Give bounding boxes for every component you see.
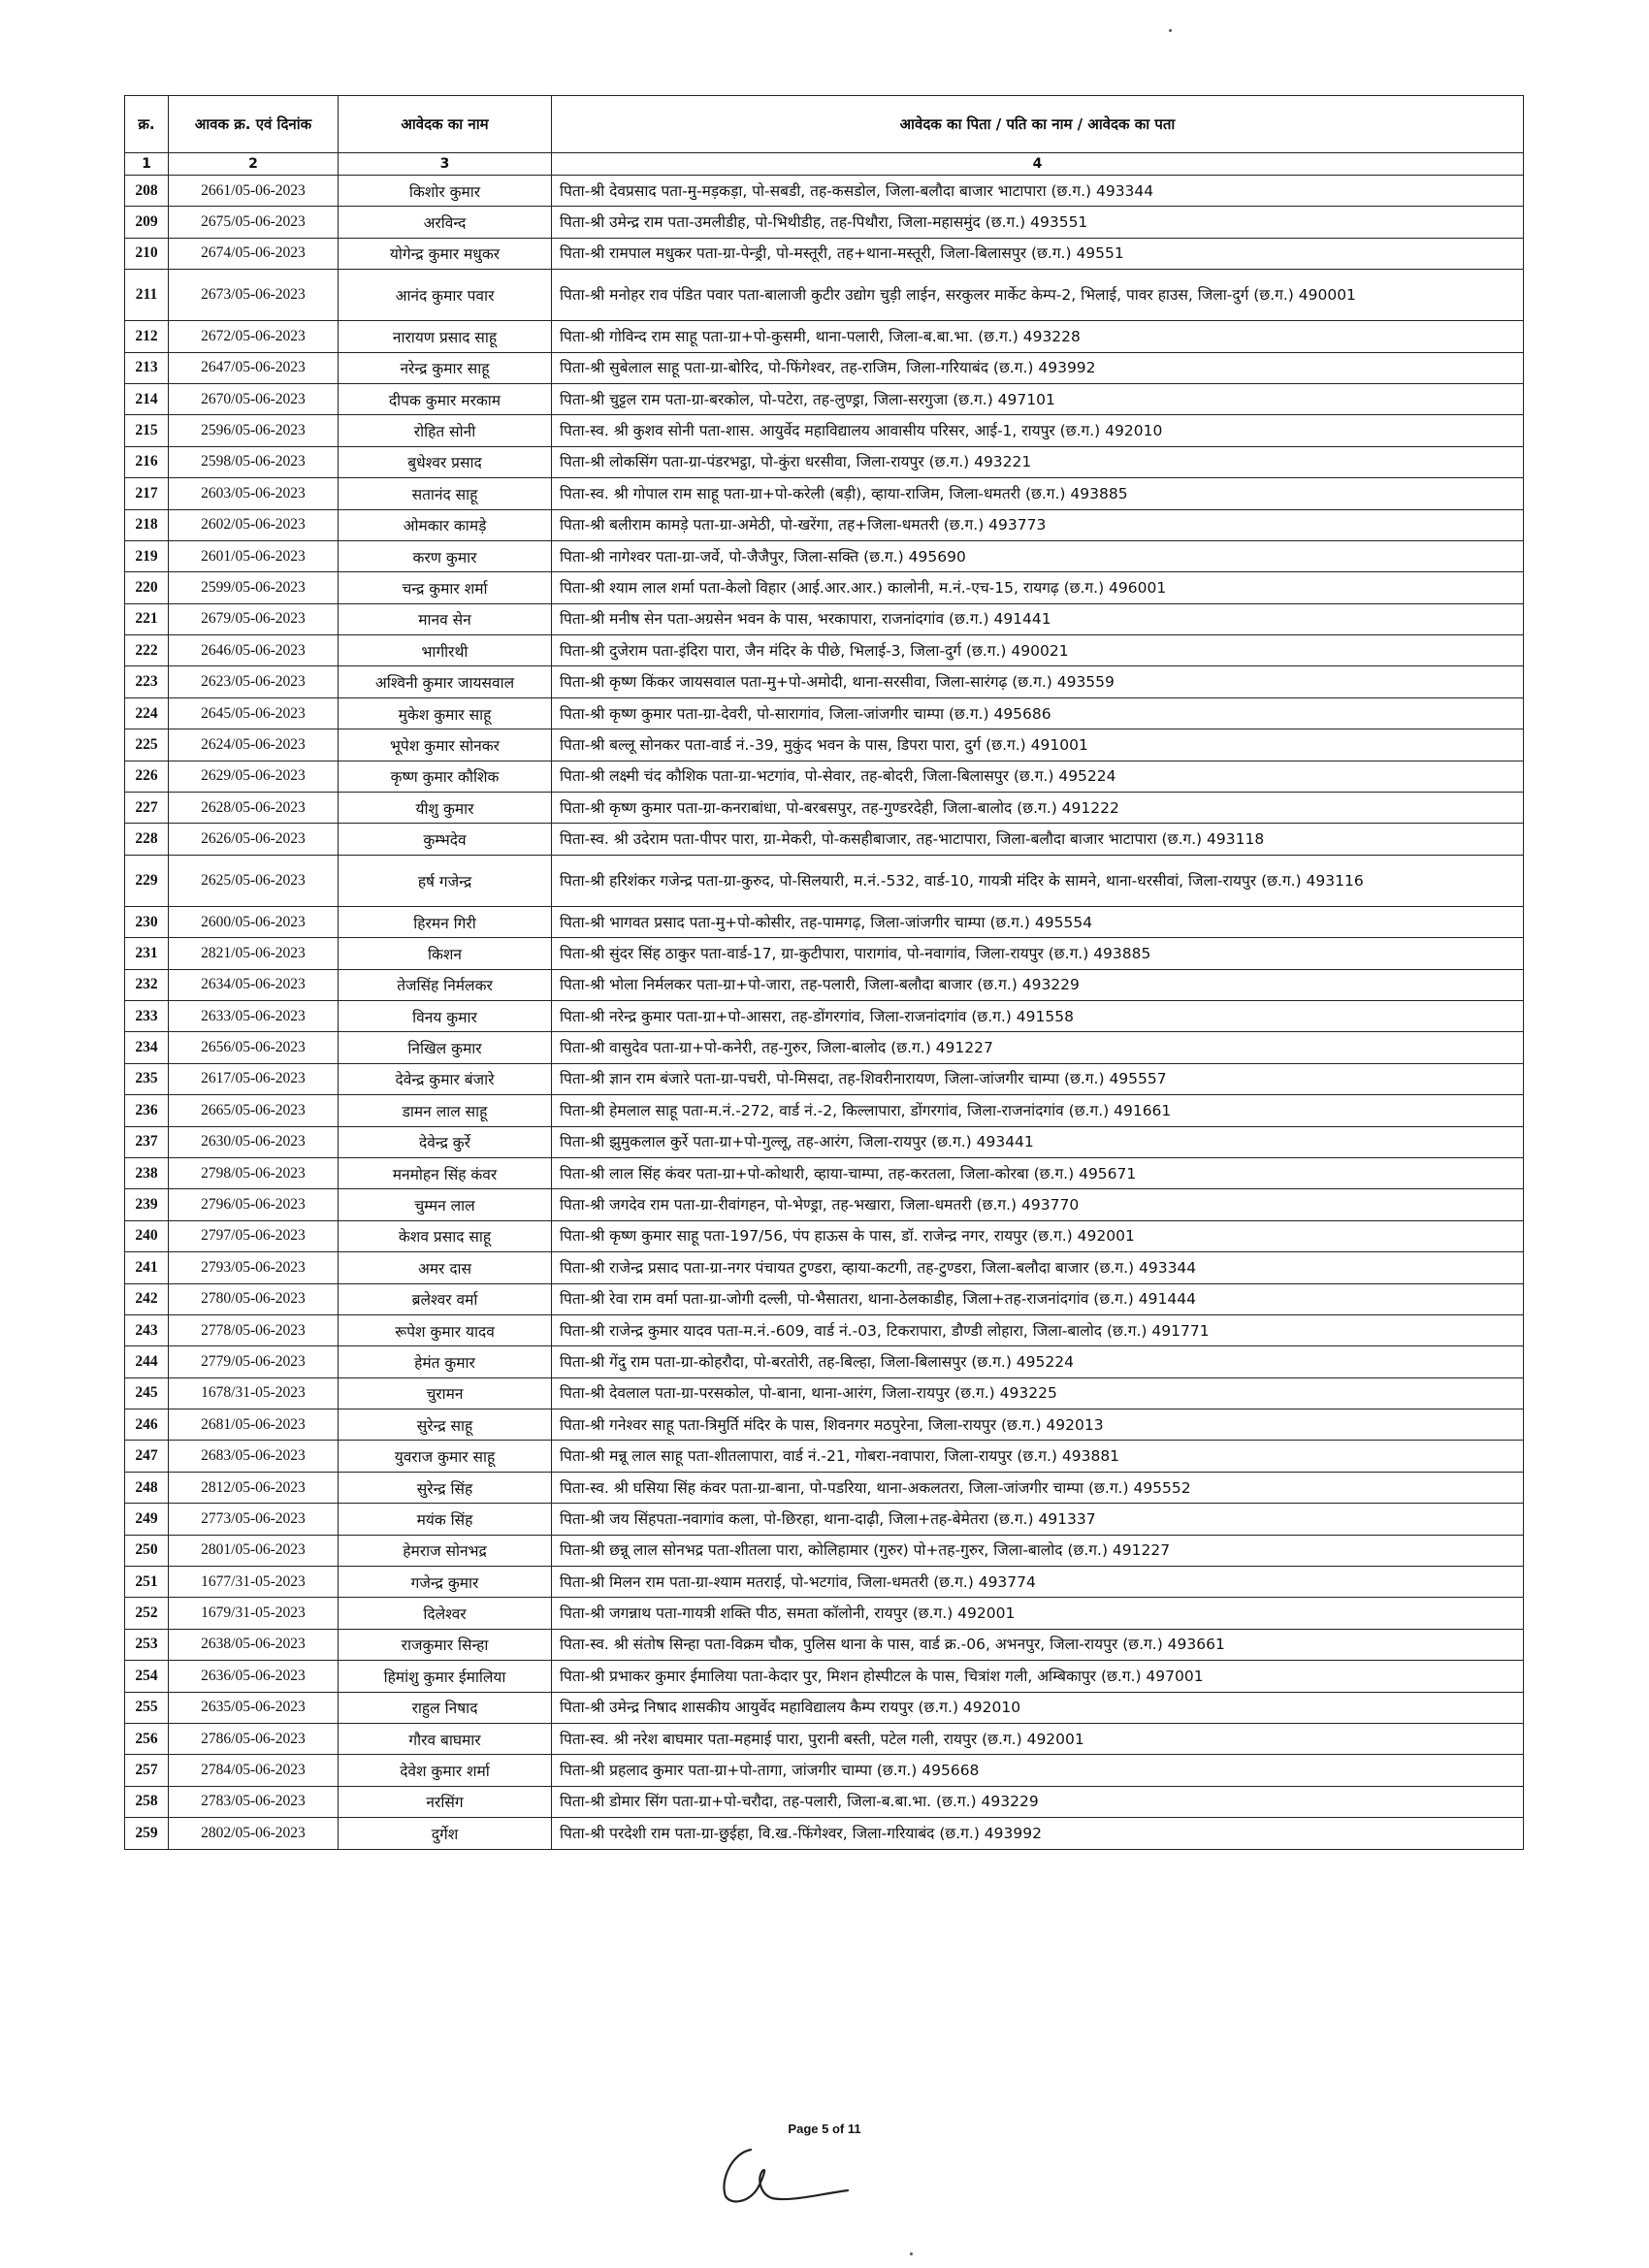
address-cell: पिता-श्री उमेन्द्र निषाद शासकीय आयुर्वेद महाविद्यालय कैम्प रायपुर (छ.ग.) 492010 [552, 1692, 1524, 1723]
receipt-number-cell: 2683/05-06-2023 [169, 1441, 339, 1472]
address-cell: पिता-स्व. श्री नरेश बाघमार पता-महमाई पारा, पुरानी बस्ती, पटेल गली, रायपुर (छ.ग.) 492001 [552, 1723, 1524, 1754]
applicant-name-cell: गौरव बाघमार [339, 1723, 552, 1754]
receipt-number-cell: 2638/05-06-2023 [169, 1629, 339, 1660]
table-row [125, 906, 1524, 937]
serial-number-cell: 237 [125, 1126, 169, 1157]
address-cell: पिता-श्री लक्ष्मी चंद कौशिक पता-ग्रा-भटगांव, पो-सेवार, तह-बोदरी, जिला-बिलासपुर (छ.ग.) 495224 [552, 761, 1524, 792]
applicant-name-cell: राहुल निषाद [339, 1692, 552, 1723]
applicant-name-cell: मुकेश कुमार साहू [339, 697, 552, 729]
applicant-name-cell: बुधेश्वर प्रसाद [339, 446, 552, 477]
serial-number-cell: 231 [125, 938, 169, 969]
address-cell: पिता-श्री लोकसिंग पता-ग्रा-पंडरभट्ठा, पो-कुंरा धरसीवा, जिला-रायपुर (छ.ग.) 493221 [552, 446, 1524, 477]
serial-number-cell: 242 [125, 1283, 169, 1314]
table-row [125, 666, 1524, 697]
receipt-number-cell: 2665/05-06-2023 [169, 1095, 339, 1126]
table-row [125, 1283, 1524, 1314]
table-row [125, 1000, 1524, 1031]
receipt-number-cell: 2796/05-06-2023 [169, 1189, 339, 1220]
address-cell: पिता-श्री जय सिंहपता-नवागांव कला, पो-छिरहा, थाना-दाढ़ी, जिला+तह-बेमेतरा (छ.ग.) 491337 [552, 1504, 1524, 1535]
table-row [125, 1252, 1524, 1283]
table-row [125, 1472, 1524, 1503]
receipt-number-cell: 2661/05-06-2023 [169, 176, 339, 207]
address-cell: पिता-श्री देवप्रसाद पता-मु-मड़कड़ा, पो-सबडी, तह-कसडोल, जिला-बलौदा बाजार भाटापारा (छ.ग.) 493344 [552, 176, 1524, 207]
serial-number-cell: 255 [125, 1692, 169, 1723]
address-cell: पिता-श्री मन्नू लाल साहू पता-शीतलापारा, वार्ड नं.-21, गोबरा-नवापारा, जिला-रायपुर (छ.ग.) 493881 [552, 1441, 1524, 1472]
table-row [125, 761, 1524, 792]
receipt-number-cell: 2599/05-06-2023 [169, 572, 339, 603]
address-cell: पिता-स्व. श्री संतोष सिन्हा पता-विक्रम चौक, पुलिस थाना के पास, वार्ड क्र.-06, अभनपुर, जिला-रायपुर (छ.ग.) 493661 [552, 1629, 1524, 1660]
serial-number-cell: 243 [125, 1314, 169, 1345]
table-row [125, 270, 1524, 321]
applicant-name-cell: सुरेन्द्र साहू [339, 1409, 552, 1441]
address-cell: पिता-श्री गनेश्वर साहू पता-त्रिमुर्ति मंदिर के पास, शिवनगर मठपुरेना, जिला-रायपुर (छ.ग.) 492013 [552, 1409, 1524, 1441]
address-cell: पिता-श्री सुबेलाल साहू पता-ग्रा-बोरिद, पो-फिंगेश्वर, तह-राजिम, जिला-गरियाबंद (छ.ग.) 493992 [552, 352, 1524, 383]
receipt-number-cell: 2793/05-06-2023 [169, 1252, 339, 1283]
address-cell: पिता-श्री हरिशंकर गजेन्द्र पता-ग्रा-कुरुद, पो-सिलयारी, म.नं.-532, वार्ड-10, गायत्री मंदिर के सामने, थाना-धरसीवां, जिला-रायपुर (छ.ग.) 493116 [552, 855, 1524, 906]
address-cell: पिता-श्री कृष्ण कुमार पता-ग्रा-कनराबांधा, पो-बरबसपुर, तह-गुण्डरदेही, जिला-बालोद (छ.ग.) 491222 [552, 793, 1524, 824]
table-row [125, 383, 1524, 414]
address-cell: पिता-श्री कृष्ण कुमार साहू पता-197/56, पंप हाऊस के पास, डॉ. राजेन्द्र नगर, रायपुर (छ.ग.) 492001 [552, 1220, 1524, 1251]
serial-number-cell: 249 [125, 1504, 169, 1535]
applicant-name-cell: अमर दास [339, 1252, 552, 1283]
address-cell: पिता-श्री प्रहलाद कुमार पता-ग्रा+पो-तागा, जांजगीर चाम्पा (छ.ग.) 495668 [552, 1755, 1524, 1786]
table-row [125, 1692, 1524, 1723]
table-row [125, 697, 1524, 729]
receipt-number-cell: 2647/05-06-2023 [169, 352, 339, 383]
applicant-name-cell: राजकुमार सिन्हा [339, 1629, 552, 1660]
receipt-number-cell: 2634/05-06-2023 [169, 969, 339, 1000]
table-row [125, 1441, 1524, 1472]
column-number: 3 [339, 153, 552, 176]
address-cell: पिता-श्री रामपाल मधुकर पता-ग्रा-पेन्ड्री, पो-मस्तूरी, तह+थाना-मस्तूरी, जिला-बिलासपुर (छ.ग.) 49551 [552, 238, 1524, 269]
applicant-name-cell: नरसिंग [339, 1786, 552, 1817]
applicant-name-cell: योगेन्द्र कुमार मधुकर [339, 238, 552, 269]
applicant-name-cell: हेमराज सोनभद्र [339, 1535, 552, 1566]
table-row [125, 572, 1524, 603]
applicant-name-cell: हर्ष गजेन्द्र [339, 855, 552, 906]
applicant-name-cell: अश्विनी कुमार जायसवाल [339, 666, 552, 697]
applicant-name-cell: रूपेश कुमार यादव [339, 1314, 552, 1345]
column-number: 4 [552, 153, 1524, 176]
address-cell: पिता-श्री गोविन्द राम साहू पता-ग्रा+पो-कुसमी, थाना-पलारी, जिला-ब.बा.भा. (छ.ग.) 493228 [552, 321, 1524, 352]
receipt-number-cell: 2628/05-06-2023 [169, 793, 339, 824]
page-number: Page 5 of 11 [788, 2122, 861, 2136]
applicant-name-cell: निखिल कुमार [339, 1032, 552, 1063]
receipt-number-cell: 2779/05-06-2023 [169, 1346, 339, 1377]
receipt-number-cell: 2600/05-06-2023 [169, 906, 339, 937]
applicant-name-cell: युवराज कुमार साहू [339, 1441, 552, 1472]
applicant-name-cell: मानव सेन [339, 603, 552, 634]
table-row [125, 1377, 1524, 1409]
receipt-number-cell: 2797/05-06-2023 [169, 1220, 339, 1251]
serial-number-cell: 230 [125, 906, 169, 937]
applicant-name-cell: कृष्ण कुमार कौशिक [339, 761, 552, 792]
applicant-name-cell: नारायण प्रसाद साहू [339, 321, 552, 352]
table-row [125, 1535, 1524, 1566]
table-row [125, 1409, 1524, 1441]
serial-number-cell: 246 [125, 1409, 169, 1441]
serial-number-cell: 248 [125, 1472, 169, 1503]
receipt-number-cell: 2636/05-06-2023 [169, 1661, 339, 1692]
serial-number-cell: 233 [125, 1000, 169, 1031]
serial-number-cell: 213 [125, 352, 169, 383]
receipt-number-cell: 2778/05-06-2023 [169, 1314, 339, 1345]
applicant-name-cell: डामन लाल साहू [339, 1095, 552, 1126]
applicant-name-cell: नरेन्द्र कुमार साहू [339, 352, 552, 383]
applicant-name-cell: ब्रलेश्वर वर्मा [339, 1283, 552, 1314]
applicant-name-cell: मयंक सिंह [339, 1504, 552, 1535]
table-row [125, 635, 1524, 666]
receipt-number-cell: 2821/05-06-2023 [169, 938, 339, 969]
address-cell: पिता-श्री रेवा राम वर्मा पता-ग्रा-जोगी दल्ली, पो-भैसातरा, थाना-ठेलकाडीह, जिला+तह-राजनांदगांव (छ.ग.) 491444 [552, 1283, 1524, 1314]
table-row [125, 415, 1524, 446]
address-cell: पिता-श्री हेमलाल साहू पता-म.नं.-272, वार्ड नं.-2, किल्लापारा, डोंगरगांव, जिला-राजनांदगांव (छ.ग.) 491661 [552, 1095, 1524, 1126]
address-cell: पिता-स्व. श्री गोपाल राम साहू पता-ग्रा+पो-करेली (बड़ी), व्हाया-राजिम, जिला-धमतरी (छ.ग.) 493885 [552, 478, 1524, 509]
serial-number-cell: 224 [125, 697, 169, 729]
table-row [125, 938, 1524, 969]
header-applicant-name: आवेदक का नाम [339, 96, 552, 153]
receipt-number-cell: 2681/05-06-2023 [169, 1409, 339, 1441]
serial-number-cell: 256 [125, 1723, 169, 1754]
address-cell: पिता-श्री कृष्ण कुमार पता-ग्रा-देवरी, पो-सारागांव, जिला-जांजगीर चाम्पा (छ.ग.) 495686 [552, 697, 1524, 729]
serial-number-cell: 239 [125, 1189, 169, 1220]
header-row [125, 96, 1524, 153]
address-cell: पिता-स्व. श्री कुशव सोनी पता-शास. आयुर्वेद महाविद्यालय आवासीय परिसर, आई-1, रायपुर (छ.ग.) 492010 [552, 415, 1524, 446]
address-cell: पिता-श्री नागेश्वर पता-ग्रा-जर्वे, पो-जैजैपुर, जिला-सक्ति (छ.ग.) 495690 [552, 540, 1524, 571]
address-cell: पिता-श्री सुंदर सिंह ठाकुर पता-वार्ड-17, ग्रा-कुटीपारा, पारागांव, पो-नवागांव, जिला-रायपुर (छ.ग.) 493885 [552, 938, 1524, 969]
table-row [125, 176, 1524, 207]
receipt-number-cell: 2626/05-06-2023 [169, 824, 339, 855]
receipt-number-cell: 1679/31-05-2023 [169, 1598, 339, 1629]
table-row [125, 793, 1524, 824]
table-row [125, 1629, 1524, 1660]
receipt-number-cell: 2675/05-06-2023 [169, 207, 339, 238]
scan-speck [910, 2252, 913, 2255]
signature [712, 2142, 857, 2210]
applicant-name-cell: चुरामन [339, 1377, 552, 1409]
serial-number-cell: 259 [125, 1818, 169, 1849]
serial-number-cell: 216 [125, 446, 169, 477]
applicant-name-cell: मनमोहन सिंह कंवर [339, 1157, 552, 1188]
receipt-number-cell: 2802/05-06-2023 [169, 1818, 339, 1849]
applicant-name-cell: हेमंत कुमार [339, 1346, 552, 1377]
receipt-number-cell: 2601/05-06-2023 [169, 540, 339, 571]
applicant-name-cell: विनय कुमार [339, 1000, 552, 1031]
serial-number-cell: 223 [125, 666, 169, 697]
table-row [125, 1818, 1524, 1849]
applicant-name-cell: अरविन्द [339, 207, 552, 238]
receipt-number-cell: 2630/05-06-2023 [169, 1126, 339, 1157]
applicant-name-cell: किशन [339, 938, 552, 969]
table-row [125, 1189, 1524, 1220]
receipt-number-cell: 2670/05-06-2023 [169, 383, 339, 414]
header-serial: क्र. [125, 96, 169, 153]
applicant-name-cell: दीपक कुमार मरकाम [339, 383, 552, 414]
table-row [125, 603, 1524, 634]
serial-number-cell: 258 [125, 1786, 169, 1817]
applicant-name-cell: किशोर कुमार [339, 176, 552, 207]
applicant-name-cell: करण कुमार [339, 540, 552, 571]
address-cell: पिता-श्री दुजेराम पता-इंदिरा पारा, जैन मंदिर के पीछे, भिलाई-3, जिला-दुर्ग (छ.ग.) 490021 [552, 635, 1524, 666]
applicant-name-cell: हिमांशु कुमार ईमालिया [339, 1661, 552, 1692]
table-row [125, 1032, 1524, 1063]
scan-speck [1169, 29, 1172, 32]
serial-number-cell: 232 [125, 969, 169, 1000]
serial-number-cell: 253 [125, 1629, 169, 1660]
receipt-number-cell: 2679/05-06-2023 [169, 603, 339, 634]
applicant-name-cell: दिलेश्वर [339, 1598, 552, 1629]
table-row [125, 1126, 1524, 1157]
applicant-name-cell: केशव प्रसाद साहू [339, 1220, 552, 1251]
address-cell: पिता-श्री भागवत प्रसाद पता-मु+पो-कोसीर, तह-पामगढ़, जिला-जांजगीर चाम्पा (छ.ग.) 495554 [552, 906, 1524, 937]
header-address: आवेदक का पिता / पति का नाम / आवेदक का पता [552, 96, 1524, 153]
receipt-number-cell: 1677/31-05-2023 [169, 1567, 339, 1598]
table-row [125, 1755, 1524, 1786]
applicant-name-cell: चन्द्र कुमार शर्मा [339, 572, 552, 603]
serial-number-cell: 254 [125, 1661, 169, 1692]
applicant-name-cell: भूपेश कुमार सोनकर [339, 729, 552, 761]
serial-number-cell: 251 [125, 1567, 169, 1598]
serial-number-cell: 238 [125, 1157, 169, 1188]
address-cell: पिता-श्री डोमार सिंग पता-ग्रा+पो-चरौदा, तह-पलारी, जिला-ब.बा.भा. (छ.ग.) 493229 [552, 1786, 1524, 1817]
receipt-number-cell: 2646/05-06-2023 [169, 635, 339, 666]
table-row [125, 1220, 1524, 1251]
receipt-number-cell: 2674/05-06-2023 [169, 238, 339, 269]
address-cell: पिता-श्री ज्ञान राम बंजारे पता-ग्रा-पचरी, पो-मिसदा, तह-शिवरीनारायण, जिला-जांजगीर चाम्पा (छ.ग.) 495557 [552, 1063, 1524, 1094]
address-cell: पिता-श्री वासुदेव पता-ग्रा+पो-कनेरी, तह-गुरुर, जिला-बालोद (छ.ग.) 491227 [552, 1032, 1524, 1063]
table-row [125, 1567, 1524, 1598]
serial-number-cell: 236 [125, 1095, 169, 1126]
table-row [125, 1095, 1524, 1126]
serial-number-cell: 257 [125, 1755, 169, 1786]
receipt-number-cell: 2596/05-06-2023 [169, 415, 339, 446]
table-row [125, 1598, 1524, 1629]
applicant-name-cell: देवेन्द्र कुमार बंजारे [339, 1063, 552, 1094]
receipt-number-cell: 2598/05-06-2023 [169, 446, 339, 477]
table-row [125, 540, 1524, 571]
serial-number-cell: 228 [125, 824, 169, 855]
receipt-number-cell: 2633/05-06-2023 [169, 1000, 339, 1031]
address-cell: पिता-श्री मनीष सेन पता-अग्रसेन भवन के पास, भरकापारा, राजनांदगांव (छ.ग.) 491441 [552, 603, 1524, 634]
address-cell: पिता-श्री बल्लू सोनकर पता-वार्ड नं.-39, मुकुंद भवन के पास, डिपरा पारा, दुर्ग (छ.ग.) 491001 [552, 729, 1524, 761]
address-cell: पिता-श्री छन्नू लाल सोनभद्र पता-शीतला पारा, कोलिहामार (गुरुर) पो+तह-गुरुर, जिला-बालोद (छ.ग.) 491227 [552, 1535, 1524, 1566]
receipt-number-cell: 2645/05-06-2023 [169, 697, 339, 729]
address-cell: पिता-श्री मनोहर राव पंडित पवार पता-बालाजी कुटीर उद्योग चुड़ी लाईन, सरकुलर मार्केट केम्प-2, भिलाई, पावर हाउस, जिला-दुर्ग (छ.ग.) 490001 [552, 270, 1524, 321]
table-row [125, 729, 1524, 761]
applicant-name-cell: कुम्भदेव [339, 824, 552, 855]
serial-number-cell: 250 [125, 1535, 169, 1566]
receipt-number-cell: 2672/05-06-2023 [169, 321, 339, 352]
serial-number-cell: 209 [125, 207, 169, 238]
receipt-number-cell: 2623/05-06-2023 [169, 666, 339, 697]
serial-number-cell: 234 [125, 1032, 169, 1063]
receipt-number-cell: 2635/05-06-2023 [169, 1692, 339, 1723]
serial-number-cell: 244 [125, 1346, 169, 1377]
column-number: 1 [125, 153, 169, 176]
receipt-number-cell: 2602/05-06-2023 [169, 509, 339, 540]
serial-number-cell: 208 [125, 176, 169, 207]
serial-number-cell: 245 [125, 1377, 169, 1409]
applicant-name-cell: हिरमन गिरी [339, 906, 552, 937]
receipt-number-cell: 2773/05-06-2023 [169, 1504, 339, 1535]
serial-number-cell: 225 [125, 729, 169, 761]
table-row [125, 1346, 1524, 1377]
table-row [125, 478, 1524, 509]
serial-number-cell: 214 [125, 383, 169, 414]
table-row [125, 446, 1524, 477]
address-cell: पिता-श्री राजेन्द्र कुमार यादव पता-म.नं.-609, वार्ड नं.-03, टिकरापारा, डौण्डी लोहारा, जिला-बालोद (छ.ग.) 491771 [552, 1314, 1524, 1345]
applicant-name-cell: देवेन्द्र कुर्रे [339, 1126, 552, 1157]
applicant-name-cell: आनंद कुमार पवार [339, 270, 552, 321]
serial-number-cell: 247 [125, 1441, 169, 1472]
address-cell: पिता-श्री उमेन्द्र राम पता-उमलीडीह, पो-भिथीडीह, तह-पिथौरा, जिला-महासमुंद (छ.ग.) 493551 [552, 207, 1524, 238]
address-cell: पिता-श्री भोला निर्मलकर पता-ग्रा+पो-जारा, तह-पलारी, जिला-बलौदा बाजार (छ.ग.) 493229 [552, 969, 1524, 1000]
applicant-name-cell: रोहित सोनी [339, 415, 552, 446]
serial-number-cell: 241 [125, 1252, 169, 1283]
address-cell: पिता-श्री मिलन राम पता-ग्रा-श्याम मतराई, पो-भटगांव, जिला-धमतरी (छ.ग.) 493774 [552, 1567, 1524, 1598]
address-cell: पिता-श्री देवलाल पता-ग्रा-परसकोल, पो-बाना, थाना-आरंग, जिला-रायपुर (छ.ग.) 493225 [552, 1377, 1524, 1409]
serial-number-cell: 229 [125, 855, 169, 906]
applicant-name-cell: भागीरथी [339, 635, 552, 666]
serial-number-cell: 212 [125, 321, 169, 352]
serial-number-cell: 226 [125, 761, 169, 792]
address-cell: पिता-श्री परदेशी राम पता-ग्रा-छुईहा, वि.ख.-फिंगेश्वर, जिला-गरियाबंद (छ.ग.) 493992 [552, 1818, 1524, 1849]
table-row [125, 1063, 1524, 1094]
applicant-name-cell: ओमकार कामड़े [339, 509, 552, 540]
table-row [125, 352, 1524, 383]
receipt-number-cell: 2603/05-06-2023 [169, 478, 339, 509]
address-cell: पिता-श्री बलीराम कामड़े पता-ग्रा-अमेठी, पो-खरेंगा, तह+जिला-धमतरी (छ.ग.) 493773 [552, 509, 1524, 540]
serial-number-cell: 235 [125, 1063, 169, 1094]
serial-number-cell: 220 [125, 572, 169, 603]
serial-number-cell: 215 [125, 415, 169, 446]
address-cell: पिता-श्री गेंदु राम पता-ग्रा-कोहरौदा, पो-बरतोरी, तह-बिल्हा, जिला-बिलासपुर (छ.ग.) 495224 [552, 1346, 1524, 1377]
table-row [125, 1723, 1524, 1754]
applicant-name-cell: यीशु कुमार [339, 793, 552, 824]
receipt-number-cell: 2786/05-06-2023 [169, 1723, 339, 1754]
address-cell: पिता-श्री झुमुकलाल कुर्रे पता-ग्रा+पो-गुल्लू, तह-आरंग, जिला-रायपुर (छ.ग.) 493441 [552, 1126, 1524, 1157]
table-row [125, 321, 1524, 352]
receipt-number-cell: 2784/05-06-2023 [169, 1755, 339, 1786]
serial-number-cell: 211 [125, 270, 169, 321]
applicants-table [124, 95, 1524, 1850]
applicants-table-container [124, 95, 1523, 1850]
receipt-number-cell: 2780/05-06-2023 [169, 1283, 339, 1314]
receipt-number-cell: 2629/05-06-2023 [169, 761, 339, 792]
column-number: 2 [169, 153, 339, 176]
serial-number-cell: 218 [125, 509, 169, 540]
table-row [125, 1314, 1524, 1345]
receipt-number-cell: 2783/05-06-2023 [169, 1786, 339, 1817]
address-cell: पिता-श्री श्याम लाल शर्मा पता-केलो विहार (आई.आर.आर.) कालोनी, म.नं.-एच-15, रायगढ़ (छ.ग.) 496001 [552, 572, 1524, 603]
table-row [125, 207, 1524, 238]
receipt-number-cell: 2656/05-06-2023 [169, 1032, 339, 1063]
applicant-name-cell: सतानंद साहू [339, 478, 552, 509]
applicant-name-cell: गजेन्द्र कुमार [339, 1567, 552, 1598]
address-cell: पिता-श्री जगन्नाथ पता-गायत्री शक्ति पीठ, समता कॉलोनी, रायपुर (छ.ग.) 492001 [552, 1598, 1524, 1629]
address-cell: पिता-श्री राजेन्द्र प्रसाद पता-ग्रा-नगर पंचायत टुण्डरा, व्हाया-कटगी, तह-टुण्डरा, जिला-बलौदा बाजार (छ.ग.) 493344 [552, 1252, 1524, 1283]
address-cell: पिता-श्री जगदेव राम पता-ग्रा-रीवांगहन, पो-भेण्ड्रा, तह-भखारा, जिला-धमतरी (छ.ग.) 493770 [552, 1189, 1524, 1220]
receipt-number-cell: 2673/05-06-2023 [169, 270, 339, 321]
serial-number-cell: 221 [125, 603, 169, 634]
address-cell: पिता-स्व. श्री उदेराम पता-पीपर पारा, ग्रा-मेकरी, पो-कसहीबाजार, तह-भाटापारा, जिला-बलौदा बाजार भाटापारा (छ.ग.) 493118 [552, 824, 1524, 855]
table-row [125, 969, 1524, 1000]
address-cell: पिता-स्व. श्री घसिया सिंह कंवर पता-ग्रा-बाना, पो-पडरिया, थाना-अकलतरा, जिला-जांजगीर चाम्पा (छ.ग.) 495552 [552, 1472, 1524, 1503]
receipt-number-cell: 2624/05-06-2023 [169, 729, 339, 761]
applicant-name-cell: तेजसिंह निर्मलकर [339, 969, 552, 1000]
table-row [125, 1661, 1524, 1692]
applicant-name-cell: चुम्मन लाल [339, 1189, 552, 1220]
address-cell: पिता-श्री नरेन्द्र कुमार पता-ग्रा+पो-आसरा, तह-डोंगरगांव, जिला-राजनांदगांव (छ.ग.) 491558 [552, 1000, 1524, 1031]
table-row [125, 1157, 1524, 1188]
serial-number-cell: 240 [125, 1220, 169, 1251]
serial-number-cell: 222 [125, 635, 169, 666]
receipt-number-cell: 2617/05-06-2023 [169, 1063, 339, 1094]
address-cell: पिता-श्री चुट्टल राम पता-ग्रा-बरकोल, पो-पटेरा, तह-लुण्ड्रा, जिला-सरगुजा (छ.ग.) 497101 [552, 383, 1524, 414]
serial-number-cell: 227 [125, 793, 169, 824]
address-cell: पिता-श्री प्रभाकर कुमार ईमालिया पता-केदार पुर, मिशन होस्पीटल के पास, चित्रांश गली, अम्बिकापुर (छ.ग.) 497001 [552, 1661, 1524, 1692]
table-row [125, 238, 1524, 269]
receipt-number-cell: 2798/05-06-2023 [169, 1157, 339, 1188]
header-receipt: आवक क्र. एवं दिनांक [169, 96, 339, 153]
table-row [125, 855, 1524, 906]
table-row [125, 509, 1524, 540]
receipt-number-cell: 1678/31-05-2023 [169, 1377, 339, 1409]
applicant-name-cell: दुर्गेश [339, 1818, 552, 1849]
table-row [125, 824, 1524, 855]
address-cell: पिता-श्री लाल सिंह कंवर पता-ग्रा+पो-कोथारी, व्हाया-चाम्पा, तह-करतला, जिला-कोरबा (छ.ग.) 495671 [552, 1157, 1524, 1188]
receipt-number-cell: 2625/05-06-2023 [169, 855, 339, 906]
applicant-name-cell: देवेश कुमार शर्मा [339, 1755, 552, 1786]
serial-number-cell: 252 [125, 1598, 169, 1629]
serial-number-cell: 219 [125, 540, 169, 571]
applicant-name-cell: सुरेन्द्र सिंह [339, 1472, 552, 1503]
address-cell: पिता-श्री कृष्ण किंकर जायसवाल पता-मु+पो-अमोदी, थाना-सरसीवा, जिला-सारंगढ़ (छ.ग.) 493559 [552, 666, 1524, 697]
receipt-number-cell: 2801/05-06-2023 [169, 1535, 339, 1566]
serial-number-cell: 217 [125, 478, 169, 509]
column-number-row [125, 153, 1524, 176]
table-row [125, 1504, 1524, 1535]
receipt-number-cell: 2812/05-06-2023 [169, 1472, 339, 1503]
table-row [125, 1786, 1524, 1817]
serial-number-cell: 210 [125, 238, 169, 269]
